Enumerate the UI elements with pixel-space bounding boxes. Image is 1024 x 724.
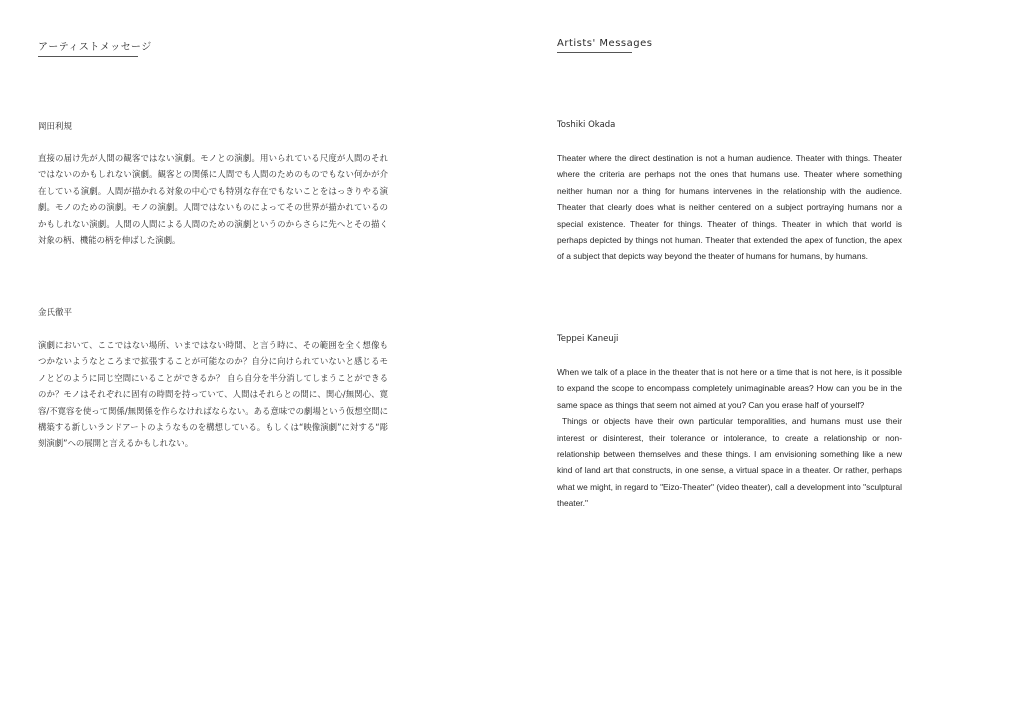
artist-name-okada-en: Toshiki Okada bbox=[557, 120, 616, 130]
message-okada-en bbox=[557, 150, 902, 265]
message-okada-ja bbox=[38, 150, 388, 248]
message-okada-en-text: Theater where the direct destination is not a human audience. Theater with things. Theater where the criteria are perhaps not the ones that humans use. Theater where something neither human nor a thing for humans intervenes in the relationship with the audience. Theater that clearly does what is neither centered on a subject portraying humans nor a special existence. Theater for things. Theater of things. Theater in which that world is perhaps depicted by things not human. Theater that extended the apex of function, the apex of a subject that depicts way beyond the theater of humans for humans, by humans. bbox=[557, 153, 902, 262]
message-kaneuji-en-p2: Things or objects have their own particular temporalities, and humans must use their interest or disinterest, their tolerance or intolerance, to create a relationship or non-relationship between themselves and these things. I am envisioning something like a new kind of land art that constructs, in one sense, a virtual space in a theater. Or rather, perhaps what we might, in regard to "Eizo-Theater" (video theater), call a development into "sculptural theater." bbox=[557, 416, 902, 509]
artist-name-kaneuji-en: Teppei Kaneuji bbox=[557, 334, 619, 344]
message-kaneuji-ja bbox=[38, 337, 388, 452]
right-page-english bbox=[512, 0, 1024, 724]
message-kaneuji-ja-text: 演劇において、ここではない場所、いまではない時間、と言う時に、その範囲を全く想像もつかないようなところまで拡張することが可能なのか？自分に向けられていないと感じるモノとどのように同じ空間にいることができるか？ 自ら自分を半分消してしまうことができるのか？モノはそれぞれに固有の時間を持っていて、人間はそれらとの間に、関心/無関心、寛容/不寛容を使って関係/無関係を作らなければならない。ある意味での劇場という仮想空間に構築する新しいランドアートのようなものを構想している。もしくは“映像演劇”に対する“彫刻演劇”への展開と言えるかもしれない。 bbox=[38, 340, 388, 449]
section-title-en: Artists' Messages bbox=[557, 38, 632, 53]
section-title-ja: アーティストメッセージ bbox=[38, 38, 138, 57]
message-kaneuji-en-p1: When we talk of a place in the theater that is not here or a time that is not here, is it possible to expand the scope to encompass completely unimaginable areas? How can you be in the same space as things that seem not aimed at you? Can you erase half of yourself? bbox=[557, 367, 902, 410]
artist-name-okada-ja: 岡田利規 bbox=[38, 122, 73, 132]
message-kaneuji-en bbox=[557, 364, 902, 512]
artist-name-kaneuji-ja: 金氏徹平 bbox=[38, 308, 73, 318]
message-okada-ja-text: 直接の届け先が人間の観客ではない演劇。モノとの演劇。用いられている尺度が人間のそれではないのかもしれない演劇。観客との関係に人間でも人間のためのものでもない何かが介在している演劇。人間が描かれる対象の中心でも特別な存在でもないことをはっきりやる演劇。モノのための演劇。モノの演劇。人間ではないものによってその世界が描かれているのかもしれない演劇。人間の人間による人間のための演劇というのからさらに先へとその描く対象の柄、機能の柄を伸ばした演劇。 bbox=[38, 153, 388, 246]
